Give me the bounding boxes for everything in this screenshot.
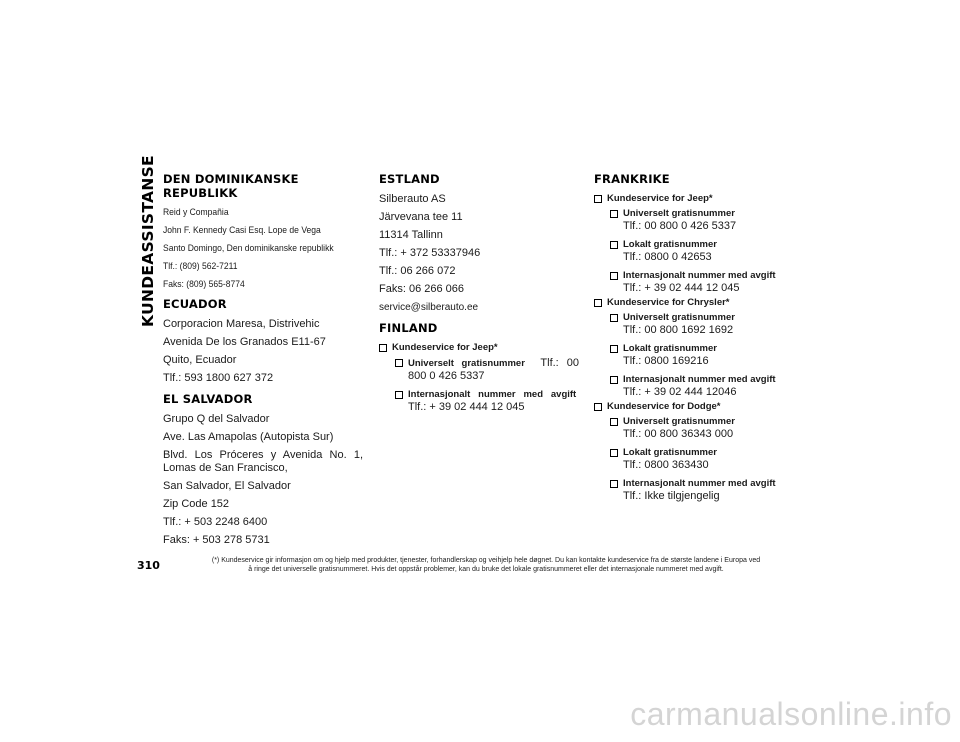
list-item: [610, 270, 794, 295]
bullet-label: Internasjonalt nummer med avgift: [623, 270, 776, 281]
fax-line: Faks: (809) 565-8774: [163, 279, 245, 290]
bullet-heading: Kundeservice for Chrysler*: [607, 297, 730, 308]
list-item: [610, 416, 794, 441]
phone-value: Tlf.: 00 800 36343 000: [623, 428, 734, 440]
list-item: [610, 312, 794, 337]
phone-value: Tlf.: + 39 02 444 12046: [623, 386, 737, 398]
list-item: [610, 239, 794, 264]
phone-value: Tlf.: 0800 0 42653: [623, 251, 712, 263]
phone-value: Tlf.: 00 800 1692 1692: [623, 324, 734, 336]
checkbox-bullet-icon: [594, 195, 602, 203]
bullet-label: Internasjonalt nummer med avgift: [408, 389, 577, 400]
phone-line: Tlf.: (809) 562-7211: [163, 261, 238, 272]
phone-value: Tlf.: Ikke tilgjengelig: [623, 490, 720, 502]
phone-value: Tlf.: 00 800 0 426 5337: [623, 220, 737, 232]
address-line: Grupo Q del Salvador: [163, 413, 270, 425]
bullet-heading: Kundeservice for Dodge*: [607, 401, 721, 412]
address-line: John F. Kennedy Casi Esq. Lope de Vega: [163, 225, 321, 236]
checkbox-bullet-icon: [610, 210, 618, 218]
checkbox-bullet-icon: [610, 480, 618, 488]
address-line: Blvd. Los Próceres y Avenida No. 1, Lomas de San Francisco,: [163, 449, 363, 474]
list-item: [395, 389, 579, 414]
bullet-label: Universelt gratisnummer: [623, 312, 735, 323]
page-number: 310: [137, 559, 160, 572]
address-line: Quito, Ecuador: [163, 354, 237, 366]
list-item: [395, 357, 579, 383]
bullet-label: Universelt gratisnummer: [408, 358, 525, 369]
address-line: Reid y Compañia: [163, 207, 229, 218]
checkbox-bullet-icon: [395, 359, 403, 367]
phone-value: Tlf.: 00 800 0 426 5337: [408, 357, 579, 382]
checkbox-bullet-icon: [594, 299, 602, 307]
fax-line: Faks: 06 266 066: [379, 283, 465, 295]
phone-line: Tlf.: 593 1800 627 372: [163, 372, 274, 384]
list-item: [594, 401, 794, 413]
checkbox-bullet-icon: [610, 272, 618, 280]
bullet-heading: Kundeservice for Jeep*: [392, 342, 498, 353]
checkbox-bullet-icon: [594, 403, 602, 411]
list-item: [610, 343, 794, 368]
checkbox-bullet-icon: [610, 449, 618, 457]
bullet-label: Lokalt gratisnummer: [623, 343, 717, 354]
email-line: service@silberauto.ee: [379, 302, 479, 313]
address-line: 11314 Tallinn: [379, 229, 443, 241]
checkbox-bullet-icon: [610, 376, 618, 384]
address-line: Zip Code 152: [163, 498, 230, 510]
heading-el-salvador: EL SALVADOR: [163, 392, 253, 406]
watermark: carmanualsonline.info: [630, 696, 952, 732]
heading-france: FRANKRIKE: [594, 172, 670, 186]
heading-finland: FINLAND: [379, 321, 438, 335]
heading-dominican-republic: DEN DOMINIKANSKE REPUBLIKK: [163, 172, 299, 200]
bullet-label: Universelt gratisnummer: [623, 208, 735, 219]
address-line: Silberauto AS: [379, 193, 446, 205]
phone-line: Tlf.: 06 266 072: [379, 265, 456, 277]
column-2: [379, 172, 579, 420]
phone-value: Tlf.: + 39 02 444 12 045: [623, 282, 740, 294]
bullet-label: Internasjonalt nummer med avgift: [623, 478, 776, 489]
list-item: [610, 478, 794, 503]
address-line: Corporacion Maresa, Distrivehic: [163, 318, 320, 330]
footnote-line: (*) Kundeservice gir informasjon om og hjelp med produkter, tjenester, forhandlerskap og veihjelp hele døgnet. Du kan kontakte kundeservice fra de største landene i Europa ved: [211, 557, 761, 564]
phone-line: Tlf.: + 503 2248 6400: [163, 516, 268, 528]
bullet-label: Universelt gratisnummer: [623, 416, 735, 427]
footnote-line: å ringe det universelle gratisnummeret. Hvis det oppstår problemer, kan du bruke det lokale gratisnummeret eller det internasjonale nummeret med avgift.: [248, 565, 724, 573]
address-line: San Salvador, El Salvador: [163, 480, 291, 492]
checkbox-bullet-icon: [610, 418, 618, 426]
checkbox-bullet-icon: [610, 241, 618, 249]
bullet-label: Lokalt gratisnummer: [623, 447, 717, 458]
heading-estonia: ESTLAND: [379, 172, 440, 186]
phone-value: Tlf.: + 39 02 444 12 045: [408, 401, 525, 413]
checkbox-bullet-icon: [610, 314, 618, 322]
phone-line: Tlf.: + 372 53337946: [379, 247, 481, 259]
address-line: Järvevana tee 11: [379, 211, 463, 223]
checkbox-bullet-icon: [379, 344, 387, 352]
phone-value: Tlf.: 0800 169216: [623, 355, 709, 367]
checkbox-bullet-icon: [395, 391, 403, 399]
address-line: Santo Domingo, Den dominikanske republikk: [163, 243, 334, 254]
bullet-heading: Kundeservice for Jeep*: [607, 193, 713, 204]
bullet-label: Lokalt gratisnummer: [623, 239, 717, 250]
phone-value: Tlf.: 0800 363430: [623, 459, 709, 471]
list-item: [594, 193, 794, 205]
list-item: [594, 297, 794, 309]
fax-line: Faks: + 503 278 5731: [163, 534, 270, 546]
bullet-label: Internasjonalt nummer med avgift: [623, 374, 776, 385]
footnote: [176, 557, 796, 574]
column-1: [163, 172, 363, 552]
list-item: [610, 374, 794, 399]
list-item: [610, 447, 794, 472]
column-3: [594, 172, 794, 509]
address-line: Ave. Las Amapolas (Autopista Sur): [163, 431, 334, 443]
side-tab: [138, 155, 158, 327]
list-item: [379, 342, 579, 354]
side-tab-label: KUNDEASSISTANSE: [139, 155, 157, 327]
list-item: [610, 208, 794, 233]
heading-ecuador: ECUADOR: [163, 297, 227, 311]
address-line: Avenida De los Granados E11-67: [163, 336, 326, 348]
checkbox-bullet-icon: [610, 345, 618, 353]
